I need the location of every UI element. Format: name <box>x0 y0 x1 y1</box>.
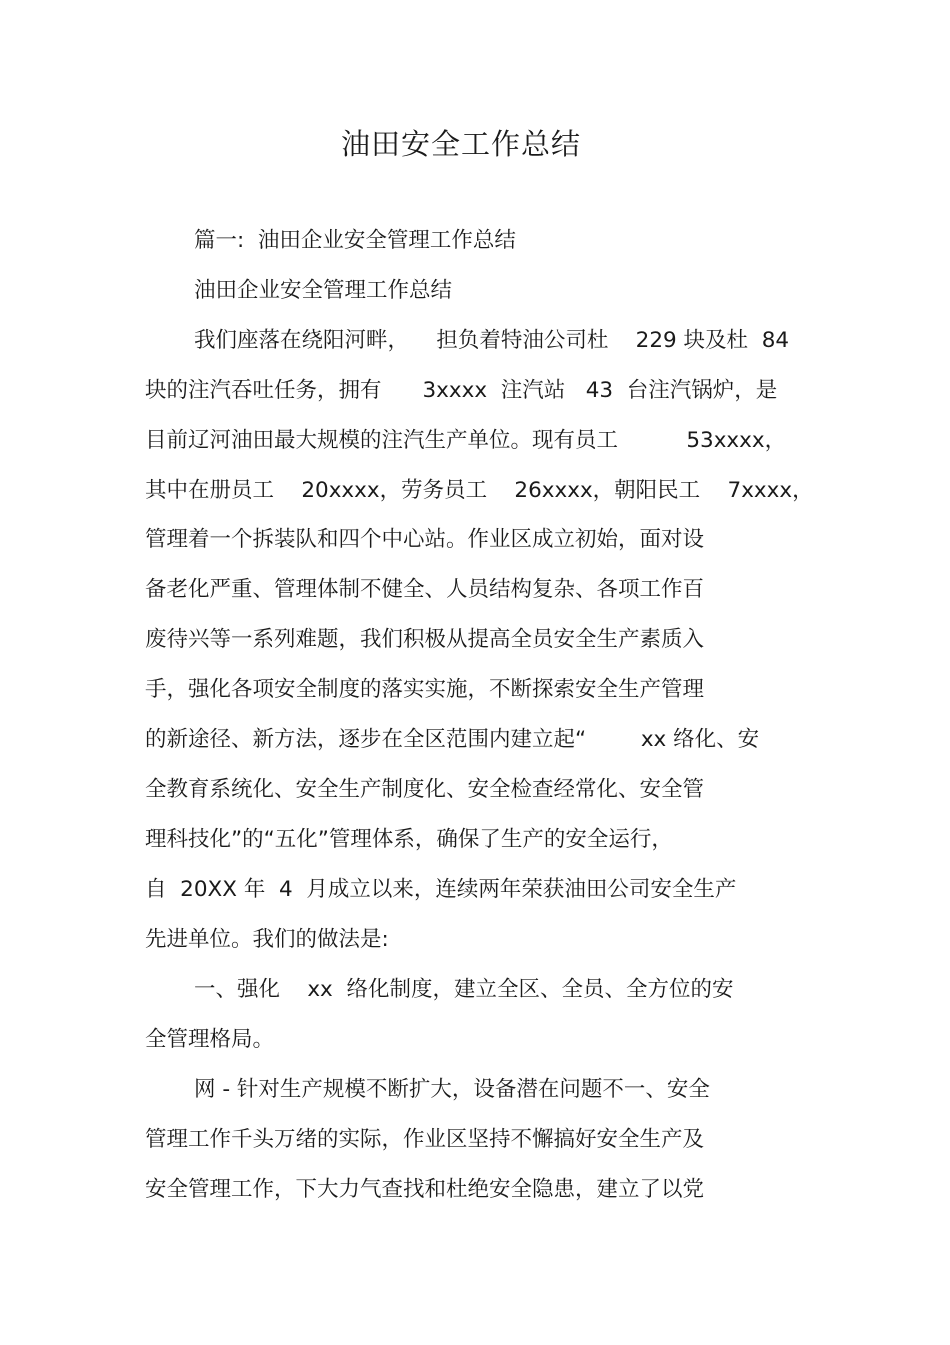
paragraph-line: 安全管理工作，下大力气查找和杜绝安全隐患，建立了以党 <box>145 1177 705 1202</box>
paragraph-line: 备老化严重、管理体制不健全、人员结构复杂、各项工作百 <box>145 577 705 602</box>
paragraph-line: 我们座落在绕阳河畔， 担负着特油公司杜 229 块及杜 84 <box>194 328 790 353</box>
subheading: 油田企业安全管理工作总结 <box>194 278 453 303</box>
paragraph-line: 废待兴等一系列难题，我们积极从提高全员安全生产素质入 <box>145 627 705 652</box>
paragraph-line: 一、强化 xx 络化制度，建立全区、全员、全方位的安 <box>194 977 734 1002</box>
paragraph-line: 先进单位。我们的做法是: <box>145 927 389 952</box>
paragraph-line: 手，强化各项安全制度的落实实施，不断探索安全生产管理 <box>145 677 705 702</box>
paragraph-line: 全管理格局。 <box>145 1027 275 1052</box>
paragraph-line: 管理着一个拆装队和四个中心站。作业区成立初始，面对设 <box>145 527 705 552</box>
paragraph-line: 自 20XX 年 4 月成立以来，连续两年荣获油田公司安全生产 <box>145 877 737 902</box>
paragraph-line: 管理工作千头万绪的实际，作业区坚持不懈搞好安全生产及 <box>145 1127 705 1152</box>
section-heading: 篇一: 油田企业安全管理工作总结 <box>194 228 516 253</box>
paragraph-line: 全教育系统化、安全生产制度化、安全检查经常化、安全管 <box>145 777 705 802</box>
paragraph-line: 的新途径、新方法，逐步在全区范围内建立起“ xx 络化、安 <box>145 727 760 752</box>
paragraph-line: 其中在册员工 20xxxx，劳务员工 26xxxx，朝阳民工 7xxxx， <box>145 478 814 503</box>
paragraph-line: 块的注汽吞吐任务，拥有 3xxxx 注汽站 43 台注汽锅炉，是 <box>145 378 778 403</box>
paragraph-line: 网 - 针对生产规模不断扩大，设备潜在问题不一、安全 <box>194 1077 710 1102</box>
paragraph-line: 目前辽河油田最大规模的注汽生产单位。现有员工 53xxxx， <box>145 428 787 453</box>
document-title: 油田安全工作总结 <box>340 127 581 161</box>
paragraph-line: 理科技化”的“五化”管理体系，确保了生产的安全运行， <box>145 827 673 852</box>
